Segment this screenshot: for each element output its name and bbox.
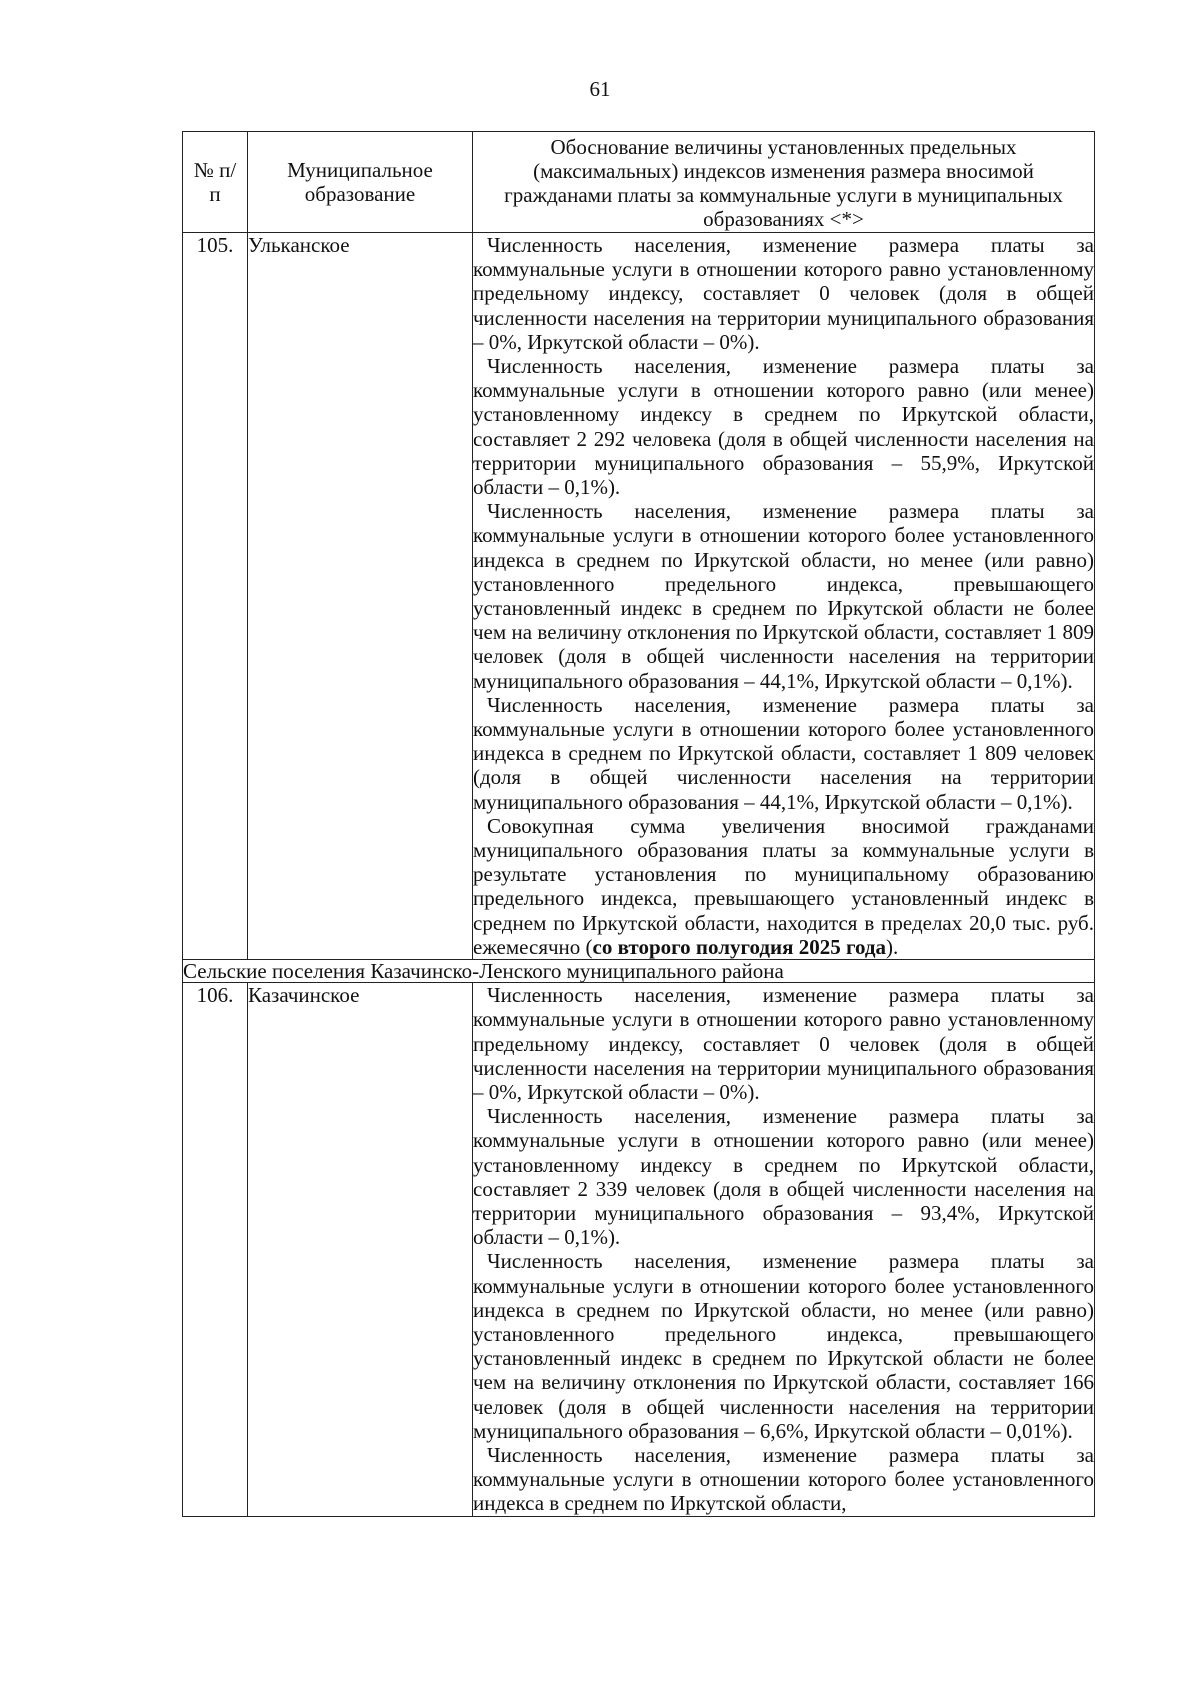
municipality-name: Ульканское (248, 233, 473, 960)
justification-text (473, 983, 1095, 1516)
page-number: 61 (589, 77, 611, 101)
paragraph: Численность населения, изменение размера платы за коммунальные услуги в отношении которого равно установленному предельному индексу, составляет 0 человек (доля в общей численности населения на территории муниципального образования – 0%, Иркутской области – 0%). (473, 233, 1094, 354)
paragraph: Численность населения, изменение размера платы за коммунальные услуги в отношении которого более установленного индекса в среднем по Иркутской области, составляет 1 809 человек (доля в общей численности населения на территории муниципального образования – 44,1%, Иркутской области – 0,1%). (473, 692, 1094, 814)
paragraph: Численность населения, изменение размера платы за коммунальные услуги в отношении которого более установленного индекса в среднем по Иркутской области, но менее (или равно) установленного предельного индекса, превышающего установленный индекс в среднем по Иркутской области не более чем на величину отклонения по Иркутской области, составляет 1 809 человек (доля в общей численности населения на территории муниципального образования – 44,1%, Иркутской области – 0,1%). (473, 499, 1094, 693)
data-table (182, 131, 1095, 1517)
row-number: 106. (183, 983, 248, 1516)
paragraph: Численность населения, изменение размера платы за коммунальные услуги в отношении которого равно (или менее) установленному индексу в среднем по Иркутской области, составляет 2 292 человека (доля в общей численности населения на территории муниципального образования – 55,9%, Иркутской области – 0,1%). (473, 354, 1094, 500)
paragraph: Численность населения, изменение размера платы за коммунальные услуги в отношении которого более установленного индекса в среднем по Иркутской области, но менее (или равно) установленного предельного индекса, превышающего установленный индекс в среднем по Иркутской области не более чем на величину отклонения по Иркутской области, составляет 166 человек (доля в общей численности населения на территории муниципального образования – 6,6%, Иркутской области – 0,01%). (473, 1249, 1094, 1443)
section-title: Сельские поселения Казачинско-Ленского муниципального района (183, 960, 1095, 983)
paragraph-total: Совокупная сумма увеличения вносимой гражданами муниципального образования платы за коммунальные услуги в результате установления по муниципальному образованию предельного индекса, превышающего установленный индекс в среднем по Иркутской области, находится в пределах 20,0 тыс. руб. ежемесячно (со второго полугодия 2025 года). (473, 813, 1094, 959)
header-num: № п/п (183, 132, 248, 233)
period-bold: со второго полугодия 2025 года (592, 934, 887, 959)
row-number: 105. (183, 233, 248, 960)
paragraph: Численность населения, изменение размера платы за коммунальные услуги в отношении которого равно (или менее) установленному индексу в среднем по Иркутской области, составляет 2 339 человек (доля в общей численности населения на территории муниципального образования – 93,4%, Иркутской области – 0,1%). (473, 1104, 1094, 1250)
table-header-row (183, 132, 1095, 233)
municipality-name: Казачинское (248, 983, 473, 1516)
header-municipality: Муниципальное образование (248, 132, 473, 233)
justification-text (473, 233, 1095, 960)
paragraph: Численность населения, изменение размера платы за коммунальные услуги в отношении которого равно установленному предельному индексу, составляет 0 человек (доля в общей численности населения на территории муниципального образования – 0%, Иркутской области – 0%). (473, 983, 1094, 1104)
table-row-105 (183, 233, 1095, 960)
table-row-106 (183, 983, 1095, 1516)
section-row (183, 960, 1095, 983)
header-justification: Обоснование величины установленных предельных (максимальных) индексов изменения размера вносимой гражданами платы за коммунальные услуги в муниципальных образованиях <*> (473, 132, 1095, 233)
paragraph: Численность населения, изменение размера платы за коммунальные услуги в отношении которого более установленного индекса в среднем по Иркутской области, (473, 1442, 1094, 1516)
